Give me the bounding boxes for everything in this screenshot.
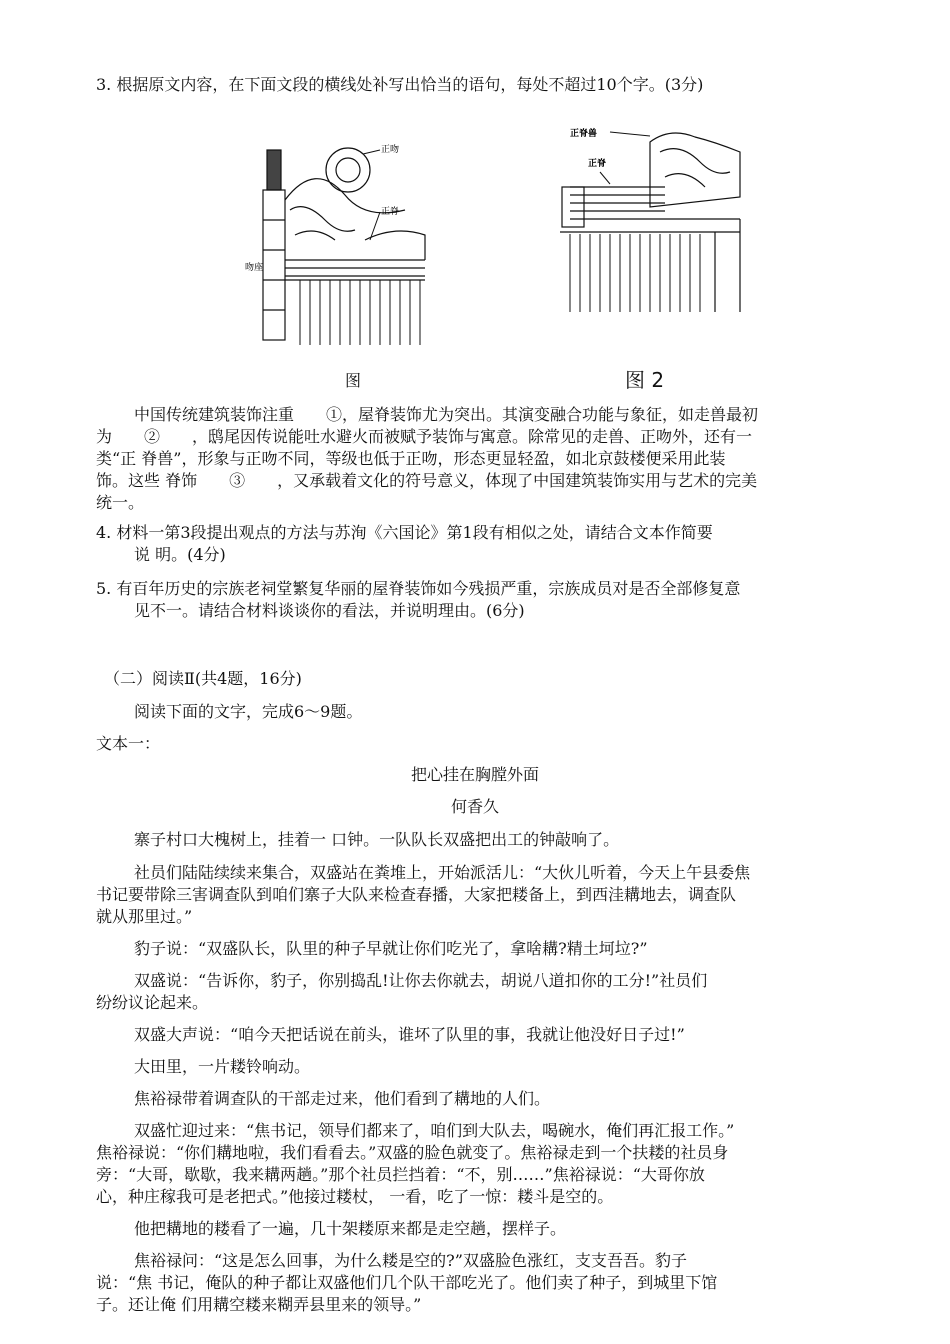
story-p6-line-1: 大田里，一片耧铃响动。: [134, 1057, 311, 1076]
story-p2-line-2: 书记要带除三害调查队到咱们寨子大队来检查春播，大家把耧备上，到西洼耩地去，调查队: [96, 885, 737, 904]
question-4-line-1: 4. 材料一第3段提出观点的方法与苏洵《六国论》第1段有相似之处，请结合文本作简要: [96, 523, 713, 542]
story-p4-line-2: 纷纷议论起来。: [96, 993, 209, 1012]
figure-1-roof-ridge-drawing: [245, 140, 440, 350]
story-p8-line-4: 心，种庄稼我可是老把式。”他接过耧杖， 一看，吃了一惊：耧斗是空的。: [96, 1187, 614, 1206]
question-5-line-2: 见不一。请结合材料谈谈你的看法，并说明理由。(6分): [134, 601, 525, 620]
story-p7-line-1: 焦裕禄带着调查队的干部走过来，他们看到了耩地的人们。: [134, 1089, 551, 1108]
story-p8-line-1: 双盛忙迎过来：“焦书记，领导们都来了，咱们到大队去，喝碗水，俺们再汇报工作。”: [134, 1121, 735, 1140]
figure-2-caption: 图 2: [625, 368, 665, 392]
story-author: 何香久: [450, 797, 499, 816]
story-p2-line-3: 就从那里过。”: [96, 907, 193, 926]
fig1-label-zhengji: 正脊: [381, 207, 400, 217]
figure-2-ridge-beast-drawing: [550, 122, 750, 317]
q3-passage-line-4: 饰。这些 脊饰 ③ ，又承载着文化的符号意义，体现了中国建筑装饰实用与艺术的完美: [96, 471, 758, 490]
q3-passage-line-1: 中国传统建筑装饰注重 ①，屋脊装饰尤为突出。其演变融合功能与象征，如走兽最初: [134, 405, 759, 424]
section-instruction: 阅读下面的文字，完成6～9题。: [134, 702, 363, 721]
fig1-label-wenzuo: 吻座: [245, 263, 264, 273]
story-p8-line-3: 旁：“大哥，歇歇，我来耩两趟。”那个社员拦挡着：“不，别……”焦裕禄说：“大哥你放: [96, 1165, 705, 1184]
q3-passage-line-5: 统一。: [96, 493, 145, 512]
question-5-line-1: 5. 有百年历史的宗族老祠堂繁复华丽的屋脊装饰如今残损严重，宗族成员对是否全部修复意: [96, 579, 741, 598]
story-p10-line-1: 焦裕禄问：“这是怎么回事，为什么耧是空的?”双盛脸色涨红，支支吾吾。豹子: [134, 1251, 687, 1270]
q3-passage-line-2: 为 ② ，鸱尾因传说能吐水避火而被赋予装饰与寓意。除常见的走兽、正吻外，还有一: [96, 427, 753, 446]
story-p4-line-1: 双盛说：“告诉你，豹子，你别捣乱!让你去你就去，胡说八道扣你的工分!”社员们: [134, 971, 708, 990]
story-p10-line-2: 说：“焦 书记，俺队的种子都让双盛他们几个队干部吃光了。他们卖了种子，到城里下馆: [96, 1273, 718, 1292]
question-4-line-2: 说 明。(4分): [134, 545, 226, 564]
story-p3-line-1: 豹子说：“双盛队长，队里的种子早就让你们吃光了，拿啥耩?精土坷垃?”: [134, 939, 648, 958]
section-heading: （二）阅读Ⅱ(共4题，16分): [104, 669, 302, 688]
fig1-label-zhengwen: 正吻: [381, 145, 400, 155]
story-p2-line-1: 社员们陆陆续续来集合，双盛站在粪堆上，开始派活儿：“大伙儿听着，今天上午县委焦: [134, 863, 751, 882]
story-p10-line-3: 子。还让俺 们用耩空耧来糊弄县里来的领导。”: [96, 1295, 422, 1314]
fig2-label-zhengji: 正脊: [588, 159, 607, 169]
text-one-label: 文本一：: [96, 734, 161, 753]
story-title: 把心挂在胸膛外面: [410, 765, 539, 784]
figure-1-caption: 图: [345, 371, 362, 390]
story-p1-line-1: 寨子村口大槐树上，挂着一 口钟。一队队长双盛把出工的钟敲响了。: [134, 830, 620, 849]
story-p8-line-2: 焦裕禄说：“你们耩地啦，我们看看去。”双盛的脸色就变了。焦裕禄走到一个扶耧的社员身: [96, 1143, 729, 1162]
story-p5-line-1: 双盛大声说：“咱今天把话说在前头，谁坏了队里的事，我就让他没好日子过!”: [134, 1025, 685, 1044]
q3-passage-line-3: 类“正 脊兽”，形象与正吻不同，等级也低于正吻，形态更显轻盈，如北京鼓楼便采用此装: [96, 449, 726, 468]
fig2-label-zhengjishou: 正脊兽: [570, 129, 598, 139]
question-3-stem: 3. 根据原文内容，在下面文段的横线处补写出恰当的语句，每处不超过10个字。(3分): [96, 75, 704, 94]
story-p9-line-1: 他把耩地的耧看了一遍，几十架耧原来都是走空趟，摆样子。: [134, 1219, 567, 1238]
